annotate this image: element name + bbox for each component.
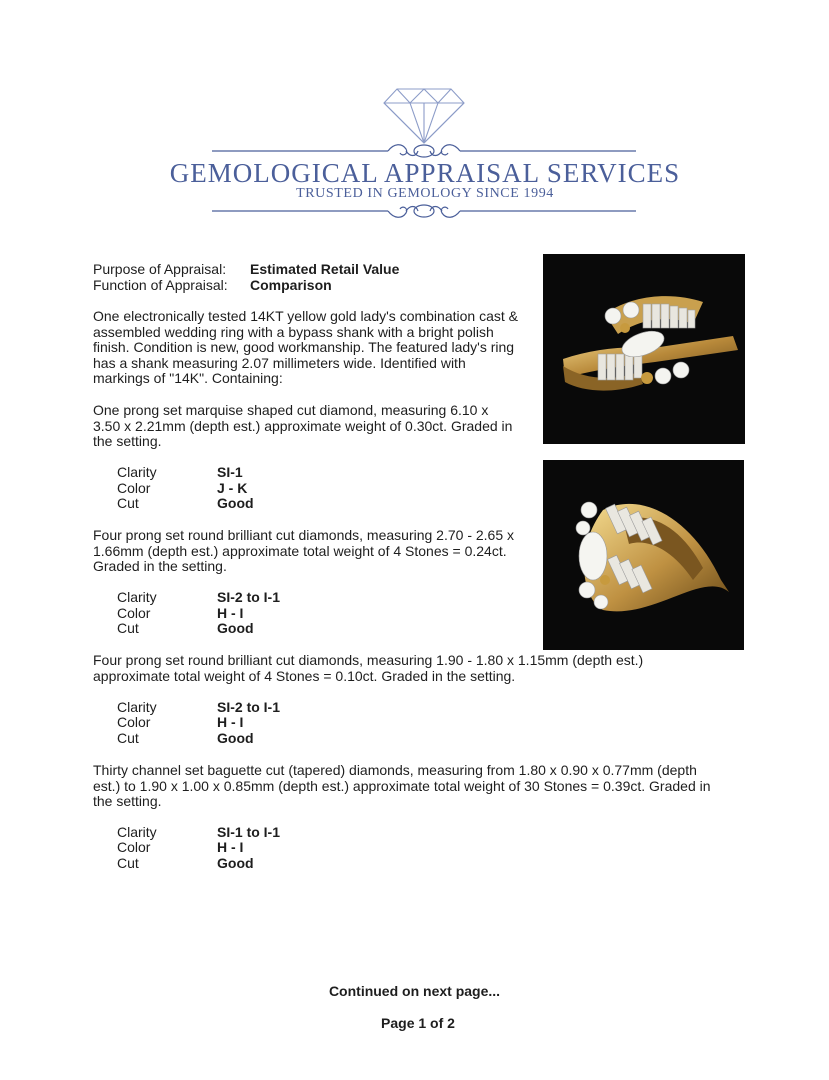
continued-note: Continued on next page... [328, 983, 501, 999]
grade-label: Cut [117, 730, 139, 746]
grade-label: Cut [117, 495, 139, 511]
grade-label: Clarity [117, 464, 157, 480]
grade-label: Color [117, 480, 151, 496]
ring-photo-side-view [543, 460, 744, 650]
grade-value: Good [217, 620, 254, 636]
grade-value: H - I [217, 714, 244, 730]
grade-value: H - I [217, 605, 244, 621]
company-tagline: TRUSTED IN GEMOLOGY SINCE 1994 [296, 186, 554, 201]
page-number: Page 1 of 2 [381, 1015, 455, 1031]
grade-label: Color [117, 714, 151, 730]
grade-label: Cut [117, 620, 139, 636]
purpose-value: Estimated Retail Value [250, 261, 400, 277]
grade-label: Clarity [117, 824, 157, 840]
grade-label: Cut [117, 855, 139, 871]
grade-value: SI-2 to I-1 [217, 699, 281, 715]
grade-label: Clarity [117, 589, 157, 605]
function-label: Function of Appraisal: [93, 277, 228, 293]
stone-description: Four prong set round brilliant cut diamonds, measuring 1.90 - 1.80 x 1.15mm (depth est.) approximate total weight of 4 Stones = 0.10ct. Graded in the setting. [93, 652, 644, 684]
grade-label: Clarity [117, 699, 157, 715]
grade-value: Good [217, 495, 254, 511]
function-value: Comparison [250, 277, 332, 293]
ring-photo-top-view [543, 254, 745, 444]
diamond-logo-icon [383, 88, 465, 144]
grade-value: SI-1 [217, 464, 243, 480]
grade-value: SI-1 to I-1 [217, 824, 281, 840]
stone-description: Four prong set round brilliant cut diamonds, measuring 2.70 - 2.65 x 1.66mm (depth est.) approximate total weight of 4 Stones = 0.24ct. Graded in the setting. [93, 527, 515, 575]
ornament-divider-bottom [208, 200, 640, 222]
stone-description: One prong set marquise shaped cut diamond, measuring 6.10 x 3.50 x 2.21mm (depth est.) approximate weight of 0.30ct. Graded in the setting. [93, 402, 513, 450]
stone-description: Thirty channel set baguette cut (tapered) diamonds, measuring from 1.80 x 0.90 x 0.77mm (depth est.) to 1.90 x 1.00 x 0.85mm (depth est.) approximate total weight of 30 Stones = 0.39ct. Graded in the setting. [93, 762, 711, 810]
item-description: One electronically tested 14KT yellow gold lady's combination cast & assembled wedding ring with a bypass shank with a bright polish finish. Condition is new, good workmanship. The featured lady's ring has a shank measuring 2.07 millimeters wide. Identified with markings of "14K". Containing: [93, 308, 518, 387]
grade-value: Good [217, 730, 254, 746]
grade-label: Color [117, 605, 151, 621]
grade-value: Good [217, 855, 254, 871]
grade-value: SI-2 to I-1 [217, 589, 281, 605]
company-name: GEMOLOGICAL APPRAISAL SERVICES [169, 158, 681, 188]
grade-value: J - K [217, 480, 248, 496]
purpose-label: Purpose of Appraisal: [93, 261, 227, 277]
grade-value: H - I [217, 839, 244, 855]
grade-label: Color [117, 839, 151, 855]
